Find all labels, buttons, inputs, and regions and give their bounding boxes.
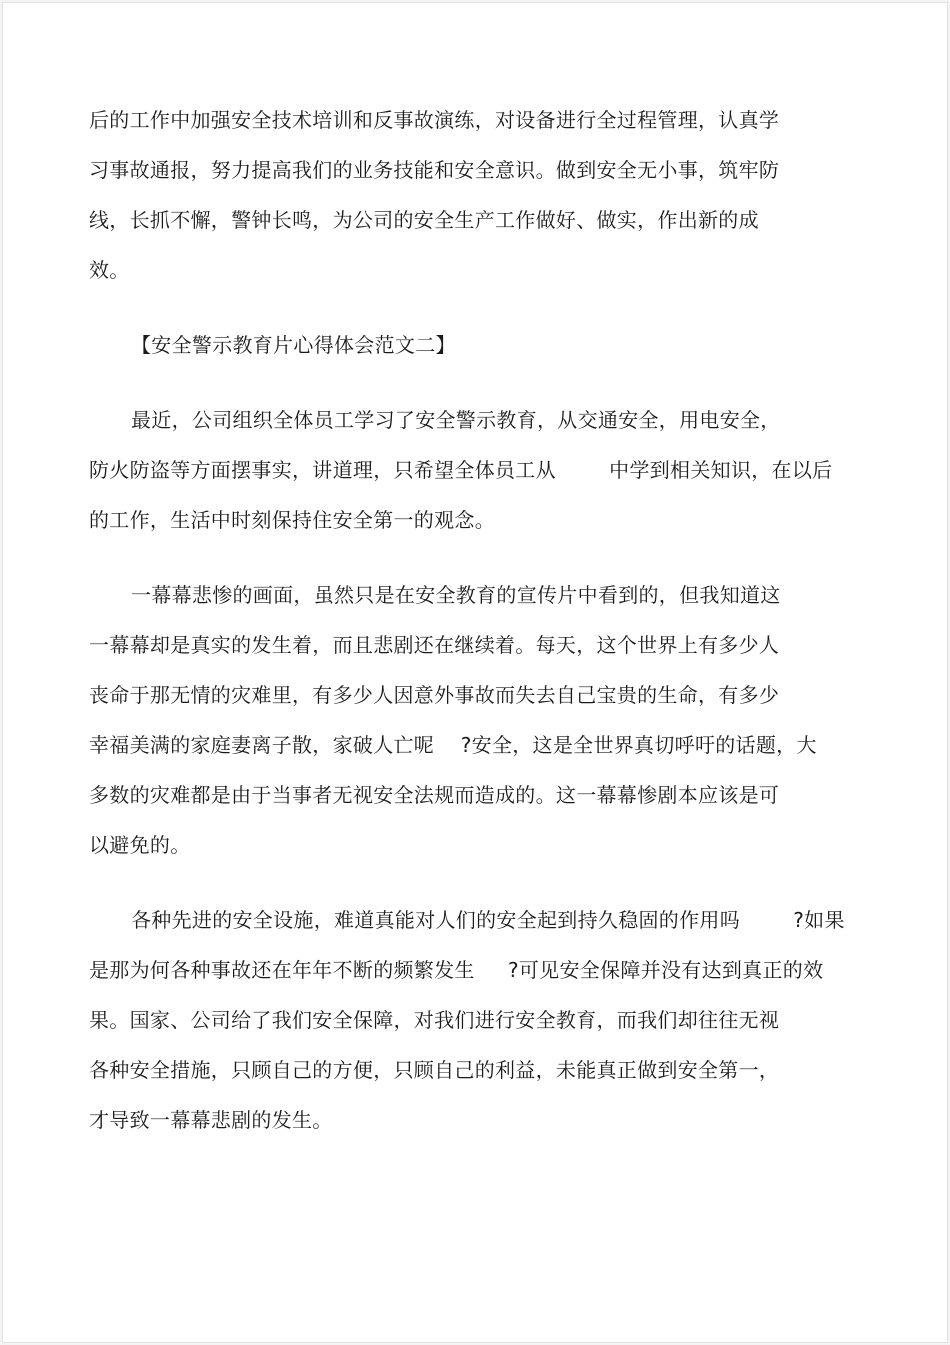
paragraph-line: 最近，公司组织全体员工学习了安全警示教育，从交通安全，用电安全，	[131, 408, 781, 432]
paragraph-line: 各种安全措施，只顾自己的方便，只顾自己的利益，未能真正做到安全第一，	[89, 1058, 780, 1082]
paragraph-line: 以避免的。	[89, 833, 191, 857]
paragraph-line: 一幕幕却是真实的发生着，而且悲剧还在继续着。每天，这个世界上有多少人	[89, 633, 780, 657]
paragraph-line: 的工作，生活中时刻保持住安全第一的观念。	[89, 508, 495, 532]
section-heading: 【安全警示教育片心得体会范文二】	[131, 333, 456, 357]
paragraph-line: 习事故通报，努力提高我们的业务技能和安全意识。做到安全无小事，筑牢防	[89, 158, 780, 182]
paragraph-line: 才导致一幕幕悲剧的发生。	[89, 1108, 333, 1132]
paragraph-line: 防火防盗等方面摆事实，讲道理，只希望全体员工从 中学到相关知识，在以后	[89, 458, 833, 482]
paragraph-line: 多数的灾难都是由于当事者无视安全法规而造成的。这一幕幕惨剧本应该是可	[89, 783, 780, 807]
document-page	[2, 2, 948, 1343]
paragraph-line: 是那为何各种事故还在年年不断的频繁发生 ?可见安全保障并没有达到真正的效	[89, 958, 824, 982]
paragraph-line: 幸福美满的家庭妻离子散，家破人亡呢 ?安全，这是全世界真切呼吁的话题，大	[89, 733, 817, 757]
paragraph-line: 丧命于那无情的灾难里，有多少人因意外事故而失去自己宝贵的生命，有多少	[89, 683, 780, 707]
paragraph-line: 后的工作中加强安全技术培训和反事故演练，对设备进行全过程管理，认真学	[89, 108, 780, 132]
paragraph-line: 果。国家、公司给了我们安全保障，对我们进行安全教育，而我们却往往无视	[89, 1008, 780, 1032]
paragraph-line: 各种先进的安全设施，难道真能对人们的安全起到持久稳固的作用吗 ?如果	[131, 908, 845, 932]
paragraph-line: 一幕幕悲惨的画面，虽然只是在安全教育的宣传片中看到的，但我知道这	[131, 583, 781, 607]
paragraph-line: 效。	[89, 258, 130, 282]
paragraph-line: 线，长抓不懈，警钟长鸣，为公司的安全生产工作做好、做实，作出新的成	[89, 208, 759, 232]
